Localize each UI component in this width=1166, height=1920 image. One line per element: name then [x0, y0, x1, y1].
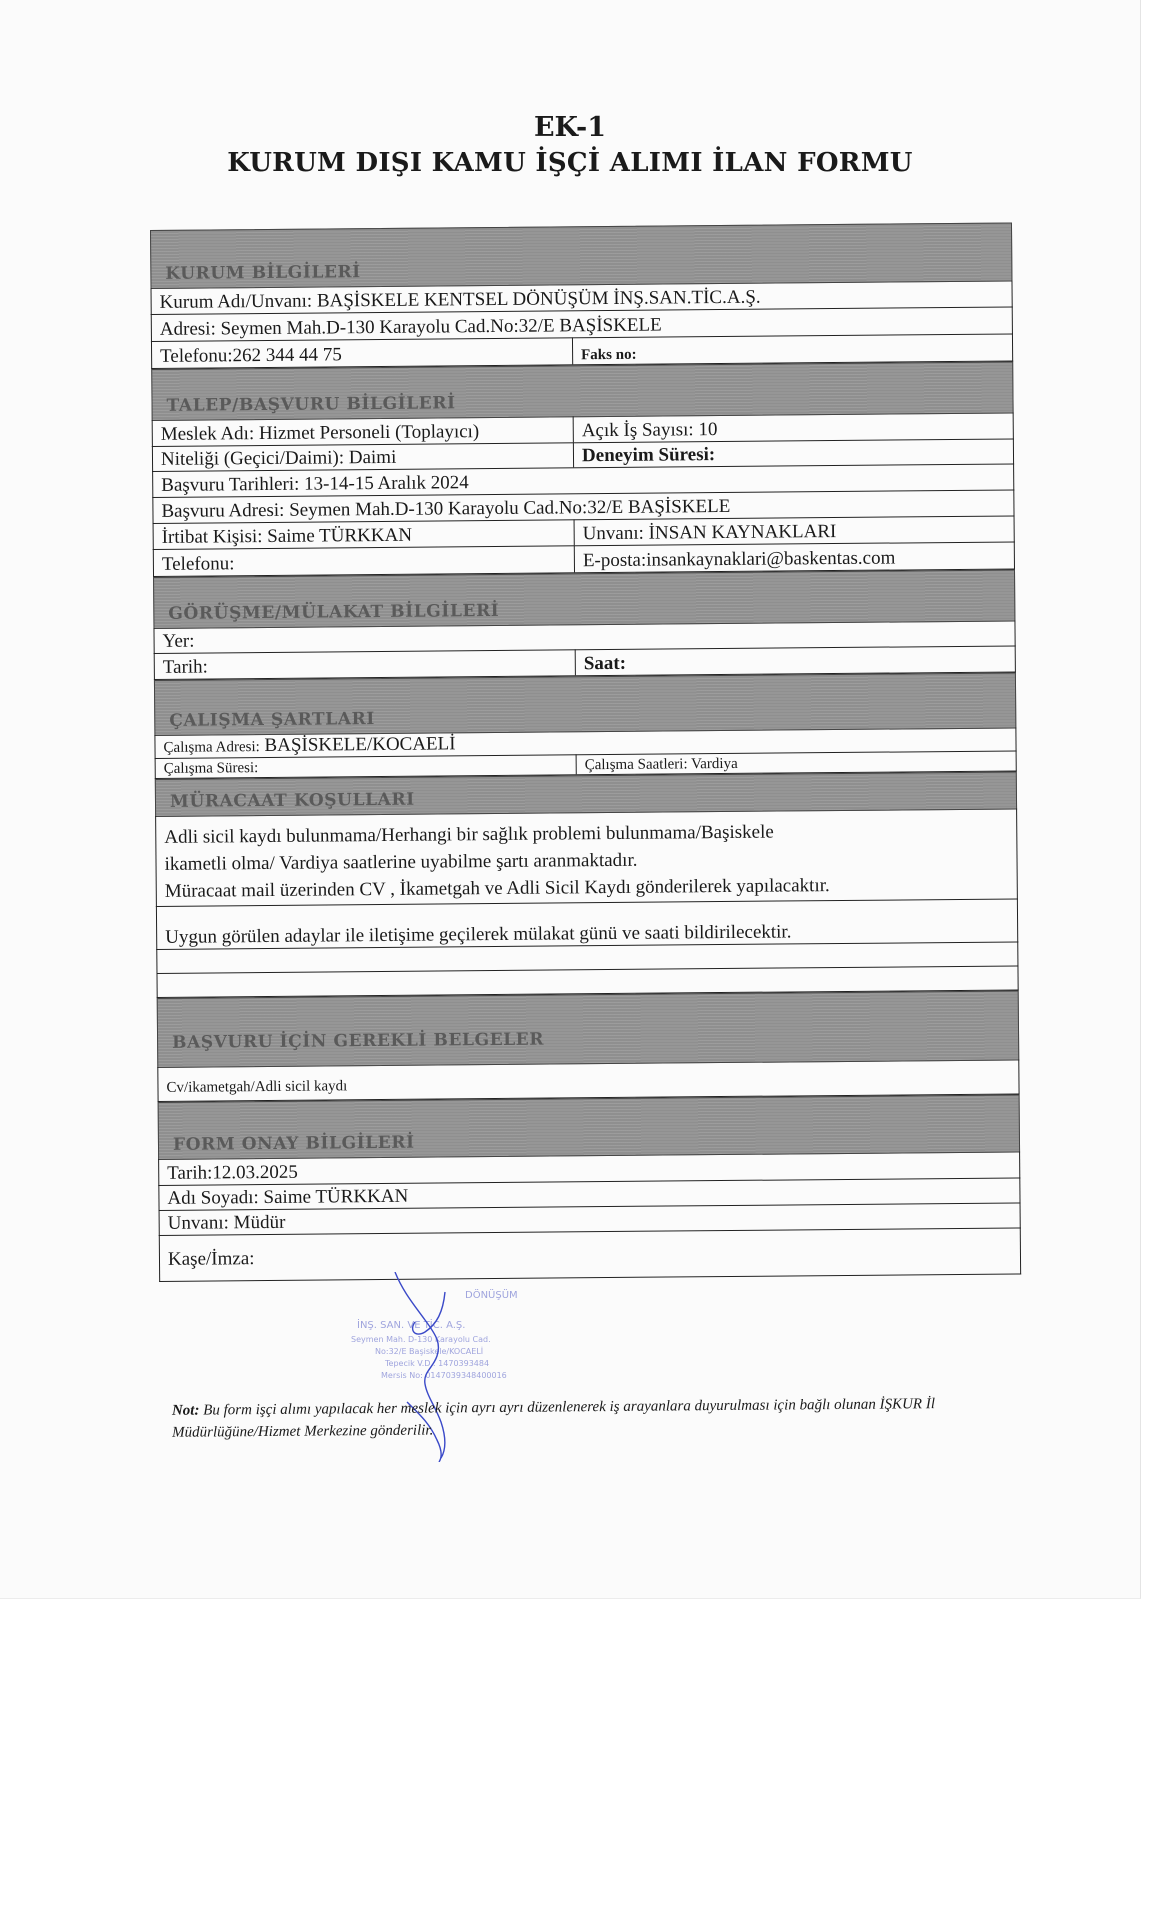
row-kase-imza [159, 1227, 1021, 1282]
acik-is-sayisi: Açık İş Sayısı: 10 [581, 419, 718, 442]
kurum-adi: Kurum Adı/Unvanı: BAŞİSKELE KENTSEL DÖNÜŞÜM İNŞ.SAN.TİC.A.Ş. [159, 286, 761, 313]
muracaat-line-1: Adli sicil kaydı bulunmama/Herhangi bir sağlık problemi bulunmama/Başiskele [164, 821, 774, 848]
onay-unvan: Unvanı: Müdür [167, 1211, 286, 1234]
talep-eposta: E-posta:insankaynaklari@baskentas.com [582, 547, 896, 572]
stamp-line-1: DÖNÜŞÜM [465, 1290, 518, 1301]
row-muracaat-kosullari [155, 808, 1018, 907]
section-gorusme [153, 569, 1015, 629]
gorusme-tarih: Tarih: [162, 656, 209, 678]
kurum-telefon: Telefonu:262 344 44 75 [160, 344, 342, 367]
irtibat-unvan: Unvanı: İNSAN KAYNAKLARI [582, 521, 837, 545]
section-belgeler-title: BAŞVURU İÇİN GEREKLİ BELGELER [172, 1029, 545, 1053]
section-calisma [154, 672, 1016, 736]
muracaat-text [164, 818, 830, 905]
stamp-line-4: No:32/E Başiskele/KOCAELİ [375, 1347, 484, 1356]
muracaat-line-3: Müracaat mail üzerinden CV , İkametgah ve Adli Sicil Kaydı gönderilerek yapılacaktır. [164, 875, 830, 902]
note-label: Not: [171, 1402, 200, 1419]
section-calisma-title: ÇALIŞMA ŞARTLARI [169, 709, 375, 731]
calisma-suresi: Çalışma Süresi: [163, 760, 259, 777]
section-gorusme-title: GÖRÜŞME/MÜLAKAT BİLGİLERİ [168, 600, 500, 624]
section-muracaat-title: MÜRACAAT KOŞULLARI [169, 789, 415, 812]
calisma-adresi-label: Çalışma Adresi: [163, 739, 260, 756]
onay-adi-soyadi: Adı Soyadı: Saime TÜRKKAN [167, 1185, 409, 1209]
section-talep-title: TALEP/BAŞVURU BİLGİLERİ [166, 393, 456, 416]
note-text: Bu form işçi alımı yapılacak her meslek için ayrı ayrı düzenlenerek iş arayanlara duyurulması için bağlı olunan İŞKUR İl Müdürlüğüne/Hizmet Merkezine gönderilir. [172, 1396, 936, 1441]
kase-imza: Kaşe/İmza: [167, 1248, 255, 1270]
stamp-line-2: İNŞ. SAN. VE TİC. A.Ş. [357, 1320, 466, 1331]
form-title: KURUM DIŞI KAMU İŞÇİ ALIMI İLAN FORMU [227, 148, 913, 178]
kurum-adres: Adresi: Seymen Mah.D-130 Karayolu Cad.No:32/E BAŞİSKELE [159, 314, 662, 340]
form-code: EK-1 [533, 112, 607, 143]
form-note [172, 1392, 1042, 1444]
muracaat-line-4: Uygun görülen adaylar ile iletişime geçilerek mülakat günü ve saati bildirilecektir. [165, 921, 792, 948]
calisma-adresi-value: BAŞİSKELE/KOCAELİ [264, 733, 456, 757]
stamp-line-5: Tepecik V.D.: 1470393484 [385, 1359, 490, 1368]
section-kurum [150, 222, 1012, 289]
gorusme-saat: Saat: [583, 652, 627, 675]
calisma-saatleri: Çalışma Saatleri: Vardiya [584, 755, 738, 774]
section-belgeler [157, 990, 1020, 1068]
meslek-adi: Meslek Adı: Hizmet Personeli (Toplayıcı) [160, 421, 480, 445]
application-form [150, 222, 1020, 1270]
niteligi: Niteliği (Geçici/Daimi): Daimi [160, 446, 397, 470]
section-onay [158, 1094, 1020, 1160]
onay-tarih: Tarih:12.03.2025 [167, 1161, 298, 1184]
deneyim-suresi: Deneyim Süresi: [581, 444, 716, 467]
stamp-line-3: Seymen Mah. D-130 Karayolu Cad. [351, 1335, 491, 1344]
gorusme-yer: Yer: [162, 630, 195, 652]
section-onay-title: FORM ONAY BİLGİLERİ [172, 1132, 415, 1155]
basvuru-adresi: Başvuru Adresi: Seymen Mah.D-130 Karayolu Cad.No:32/E BAŞİSKELE [161, 495, 731, 522]
section-talep [151, 361, 1013, 421]
section-kurum-title: KURUM BİLGİLERİ [165, 262, 361, 284]
muracaat-line-2: ikametli olma/ Vardiya saatlerine uyabilme şartı aranmaktadır. [164, 849, 638, 875]
stamp-line-6: Mersis No: 0147039348400016 [381, 1371, 507, 1380]
talep-telefon: Telefonu: [161, 553, 235, 575]
belgeler-value: Cv/ikametgah/Adli sicil kaydı [166, 1078, 348, 1096]
irtibat-kisisi: İrtibat Kişisi: Saime TÜRKKAN [161, 524, 413, 548]
kurum-faks: Faks no: [581, 346, 637, 364]
basvuru-tarihleri: Başvuru Tarihleri: 13-14-15 Aralık 2024 [161, 472, 469, 496]
